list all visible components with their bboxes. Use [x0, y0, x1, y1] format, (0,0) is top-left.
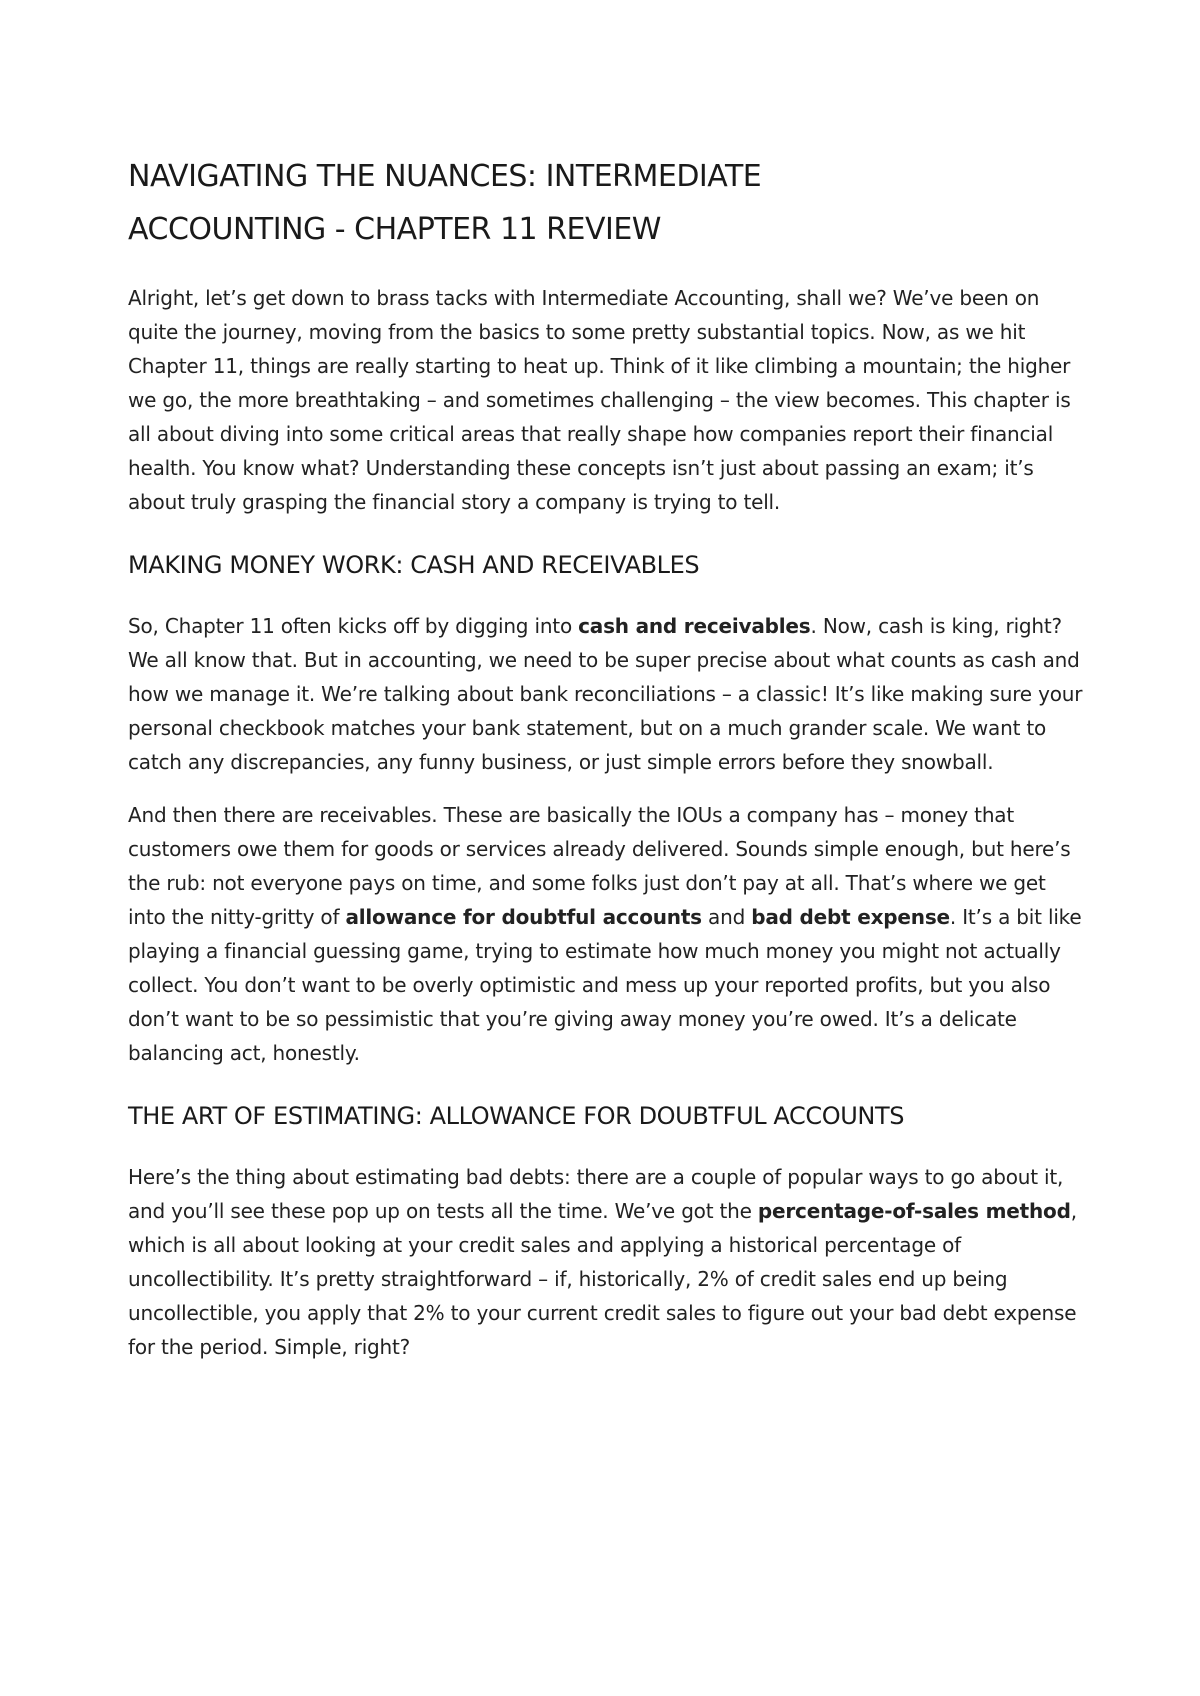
document-page: [128, 150, 1088, 1383]
text-run: and: [701, 905, 752, 929]
text-run: Here’s the thing about estimating bad debts: there are a couple of popular ways to go about it, and you’ll see these pop up on tests all the time. We’ve got the: [128, 1165, 1064, 1223]
text-run: And then there are receivables. These are basically the IOUs a company has – money that customers owe them for goods or services already delivered. Sounds simple enough, but here’s the rub: not everyone pays on time, and some folks just don’t pay at all. That’s where we get into the nitty-gritty of: [128, 803, 1071, 929]
text-run: , which is all about looking at your credit sales and applying a historical percentage of uncollectibility. It’s pretty straightforward – if, historically, 2% of credit sales end up being uncollectible, you apply that 2% to your current credit sales to figure out your bad debt expense for the period. Simple, right?: [128, 1199, 1077, 1359]
paragraph-cash: [128, 609, 1088, 779]
title-line-2: ACCOUNTING - CHAPTER 11 REVIEW: [128, 212, 661, 247]
section-heading-estimating: THE ART OF ESTIMATING: ALLOWANCE FOR DOUBTFUL ACCOUNTS: [128, 1102, 905, 1130]
bold-term-allowance: allowance for doubtful accounts: [345, 905, 702, 929]
bold-term-percentage-of-sales: percentage-of-sales method: [757, 1199, 1071, 1223]
paragraph-estimating: [128, 1160, 1088, 1364]
bold-term-cash-receivables: cash and receivables: [578, 614, 811, 638]
paragraph-receivables: [128, 798, 1088, 1070]
bold-term-bad-debt-expense: bad debt expense: [751, 905, 950, 929]
intro-paragraph: Alright, let’s get down to brass tacks with Intermediate Accounting, shall we? We’ve been on quite the journey, moving from the basics to some pretty substantial topics. Now, as we hit Chapter 11, things are really starting to heat up. Think of it like climbing a mountain; the higher we go, the more breathtaking – and sometimes challenging – the view becomes. This chapter is all about diving into some critical areas that really shape how companies report their financial health. You know what? Understanding these concepts isn’t just about passing an exam; it’s about truly grasping the financial story a company is trying to tell.: [128, 286, 1071, 514]
title-line-1: NAVIGATING THE NUANCES: INTERMEDIATE: [128, 159, 762, 194]
text-run: . Now, cash is king, right? We all know that. But in accounting, we need to be super precise about what counts as cash and how we manage it. We’re talking about bank reconciliations – a classic! It’s like making sure your personal checkbook matches your bank statement, but on a much grander scale. We want to catch any discrepancies, any funny business, or just simple errors before they snowball.: [128, 614, 1083, 774]
text-run: . It’s a bit like playing a financial guessing game, trying to estimate how much money you might not actually collect. You don’t want to be overly optimistic and mess up your reported profits, but you also don’t want to be so pessimistic that you’re giving away money you’re owed. It’s a delicate balancing act, honestly.: [128, 905, 1082, 1065]
text-run: So, Chapter 11 often kicks off by digging into: [128, 614, 579, 638]
section-heading-cash-receivables: MAKING MONEY WORK: CASH AND RECEIVABLES: [128, 551, 700, 579]
document-title: [128, 150, 1088, 256]
